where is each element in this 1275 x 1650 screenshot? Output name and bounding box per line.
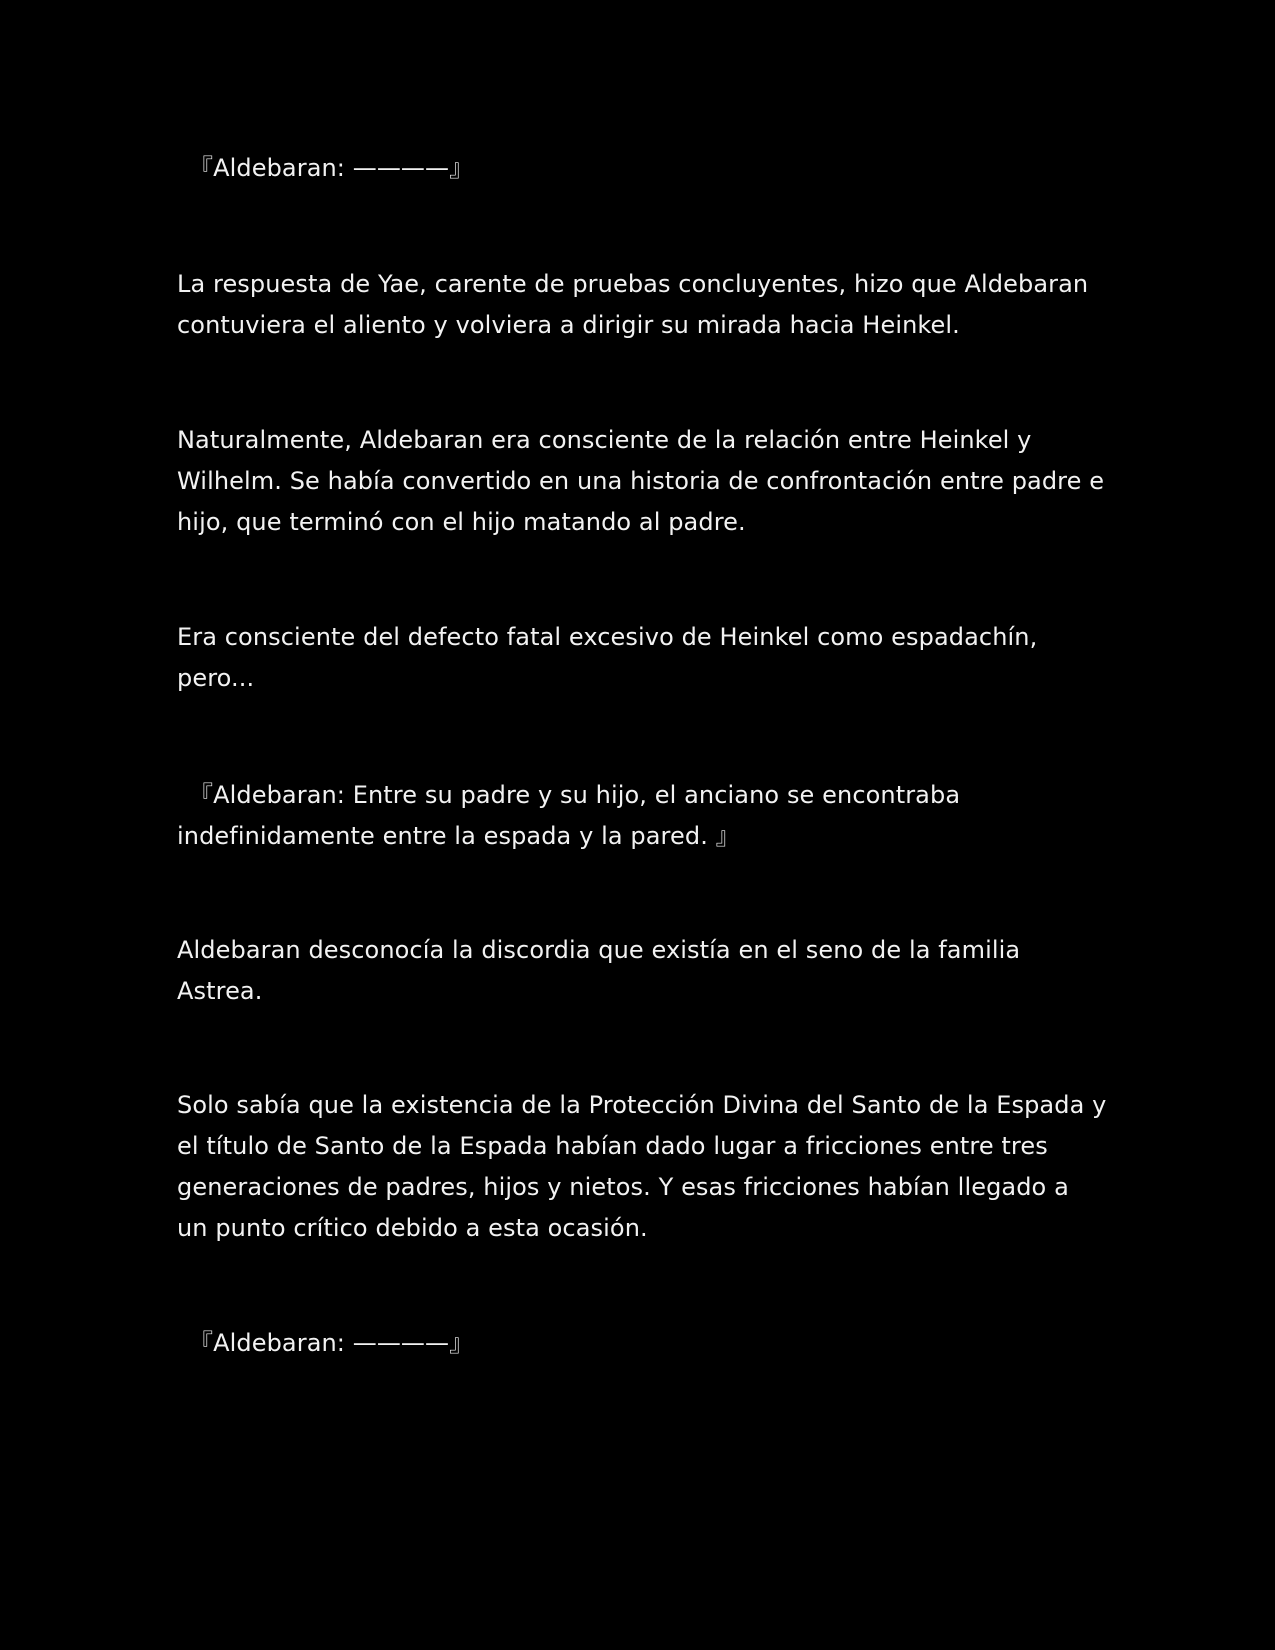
narration-paragraph: Aldebaran desconocía la discordia que existía en el seno de la familia Astrea. (177, 936, 1021, 1005)
text-column (177, 148, 1107, 1364)
narration-paragraph: Naturalmente, Aldebaran era consciente de la relación entre Heinkel y Wilhelm. Se había convertido en una historia de confrontación entre padre e hijo, que terminó con el hijo matando al padre. (177, 426, 1105, 536)
dialogue-line: 『Aldebaran: ————』 (189, 1329, 474, 1357)
dialogue-line: 『Aldebaran: ————』 (189, 154, 474, 182)
narration-paragraph: La respuesta de Yae, carente de pruebas concluyentes, hizo que Aldebaran contuviera el aliento y volviera a dirigir su mirada hacia Heinkel. (177, 270, 1089, 339)
narration-paragraph: Era consciente del defecto fatal excesivo de Heinkel como espadachín, pero... (177, 623, 1038, 692)
narration-paragraph: Solo sabía que la existencia de la Protección Divina del Santo de la Espada y el título de Santo de la Espada habían dado lugar a fricciones entre tres generaciones de padres, hijos y nietos. Y esas fricciones habían llegado a un punto crítico debido a esta ocasión. (177, 1091, 1107, 1242)
dialogue-line: 『Aldebaran: Entre su padre y su hijo, el anciano se encontraba indefinidamente entre la espada y la pared. 』 (177, 781, 961, 850)
